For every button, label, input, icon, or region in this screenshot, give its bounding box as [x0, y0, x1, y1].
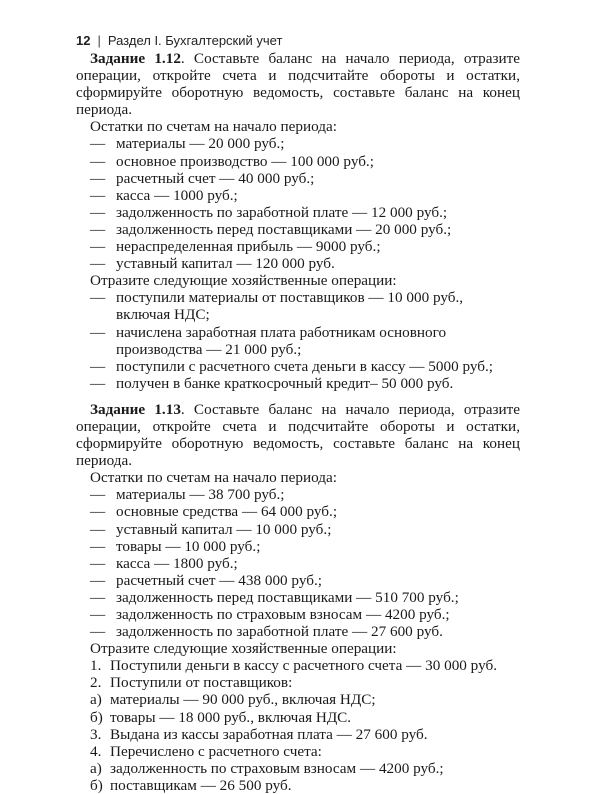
balances-intro: Остатки по счетам на начало периода:: [90, 469, 337, 487]
list-item: — уставный капитал — 10 000 руб.;: [90, 520, 332, 538]
list-item: — основные средства — 64 000 руб.;: [90, 503, 338, 521]
operations-list-2: [76, 657, 520, 794]
balances-list-2: [76, 486, 520, 640]
task-1-13: [76, 401, 520, 469]
section-title: Раздел I. Бухгалтерский учет: [107, 33, 283, 48]
balances-intro: Остатки по счетам на начало периода:: [90, 118, 337, 136]
list-item: — товары — 10 000 руб.;: [90, 537, 261, 555]
task-text: . Составьте баланс на начало периода, отразите операции, откройте счета и подсчитайте обороты и остатки, сформируйте оборотную ведомость, составьте баланс на конец периода.: [76, 400, 520, 470]
header-separator: |: [97, 33, 101, 48]
list-item: 2. Поступили от поставщиков:: [90, 674, 293, 692]
list-item: — расчетный счет — 438 000 руб.;: [90, 571, 322, 589]
list-item: а) задолженность по страховым взносам — 4200 руб.;: [90, 759, 444, 777]
list-item: — касса — 1800 руб.;: [90, 554, 238, 572]
list-item: — основное производство — 100 000 руб.;: [90, 152, 374, 170]
list-item: — нераспределенная прибыль — 9000 руб.;: [90, 238, 381, 256]
list-item: — материалы — 20 000 руб.;: [90, 135, 285, 153]
list-item: — задолженность перед поставщиками — 20 000 руб.;: [90, 220, 452, 238]
page-body: [76, 50, 520, 794]
running-header: [76, 33, 282, 48]
list-item: б) товары — 18 000 руб., включая НДС.: [90, 708, 352, 726]
page-number: 12: [76, 33, 91, 48]
list-item: — поступили материалы от поставщиков — 10 000 руб., включая НДС;: [90, 289, 464, 324]
list-item: а) материалы — 90 000 руб., включая НДС;: [90, 691, 376, 709]
list-item: б) поставщикам — 26 500 руб.: [90, 776, 292, 794]
list-item: 3. Выдана из кассы заработная плата — 27 600 руб.: [90, 725, 428, 743]
list-item: — начислена заработная плата работникам основного производства — 21 000 руб.;: [90, 323, 447, 358]
list-item: — задолженность по страховым взносам — 4200 руб.;: [90, 606, 450, 623]
list-item: — задолженность по заработной плате — 27 600 руб.: [90, 623, 443, 641]
list-item: — задолженность перед поставщиками — 510 700 руб.;: [90, 588, 459, 606]
task-title: Задание 1.13: [90, 400, 181, 418]
list-item: — задолженность по заработной плате — 12 000 руб.;: [90, 203, 448, 221]
task-text: . Составьте баланс на начало периода, отразите операции, откройте счета и подсчитайте обороты и остатки, сформируйте оборотную ведомость, составьте баланс на конец периода.: [76, 50, 520, 119]
list-item: 1. Поступили деньги в кассу с расчетного счета — 30 000 руб.: [90, 657, 497, 675]
list-item: 4. Перечислено с расчетного счета:: [90, 742, 322, 760]
list-item: — получен в банке краткосрочный кредит– 50 000 руб.: [90, 374, 454, 392]
list-item: — касса — 1000 руб.;: [90, 186, 238, 204]
operations-intro: Отразите следующие хозяйственные операции:: [90, 640, 397, 658]
list-item: — уставный капитал — 120 000 руб.: [90, 255, 335, 273]
list-item: — материалы — 38 700 руб.;: [90, 486, 285, 504]
task-1-12: [76, 50, 520, 118]
list-item: — расчетный счет — 40 000 руб.;: [90, 169, 315, 187]
balances-list-1: [76, 135, 520, 272]
list-item: — поступили с расчетного счета деньги в кассу — 5000 руб.;: [90, 357, 493, 375]
task-title: Задание 1.12: [90, 50, 181, 67]
operations-intro: Отразите следующие хозяйственные операции:: [90, 272, 397, 290]
operations-list-1: [76, 289, 520, 392]
